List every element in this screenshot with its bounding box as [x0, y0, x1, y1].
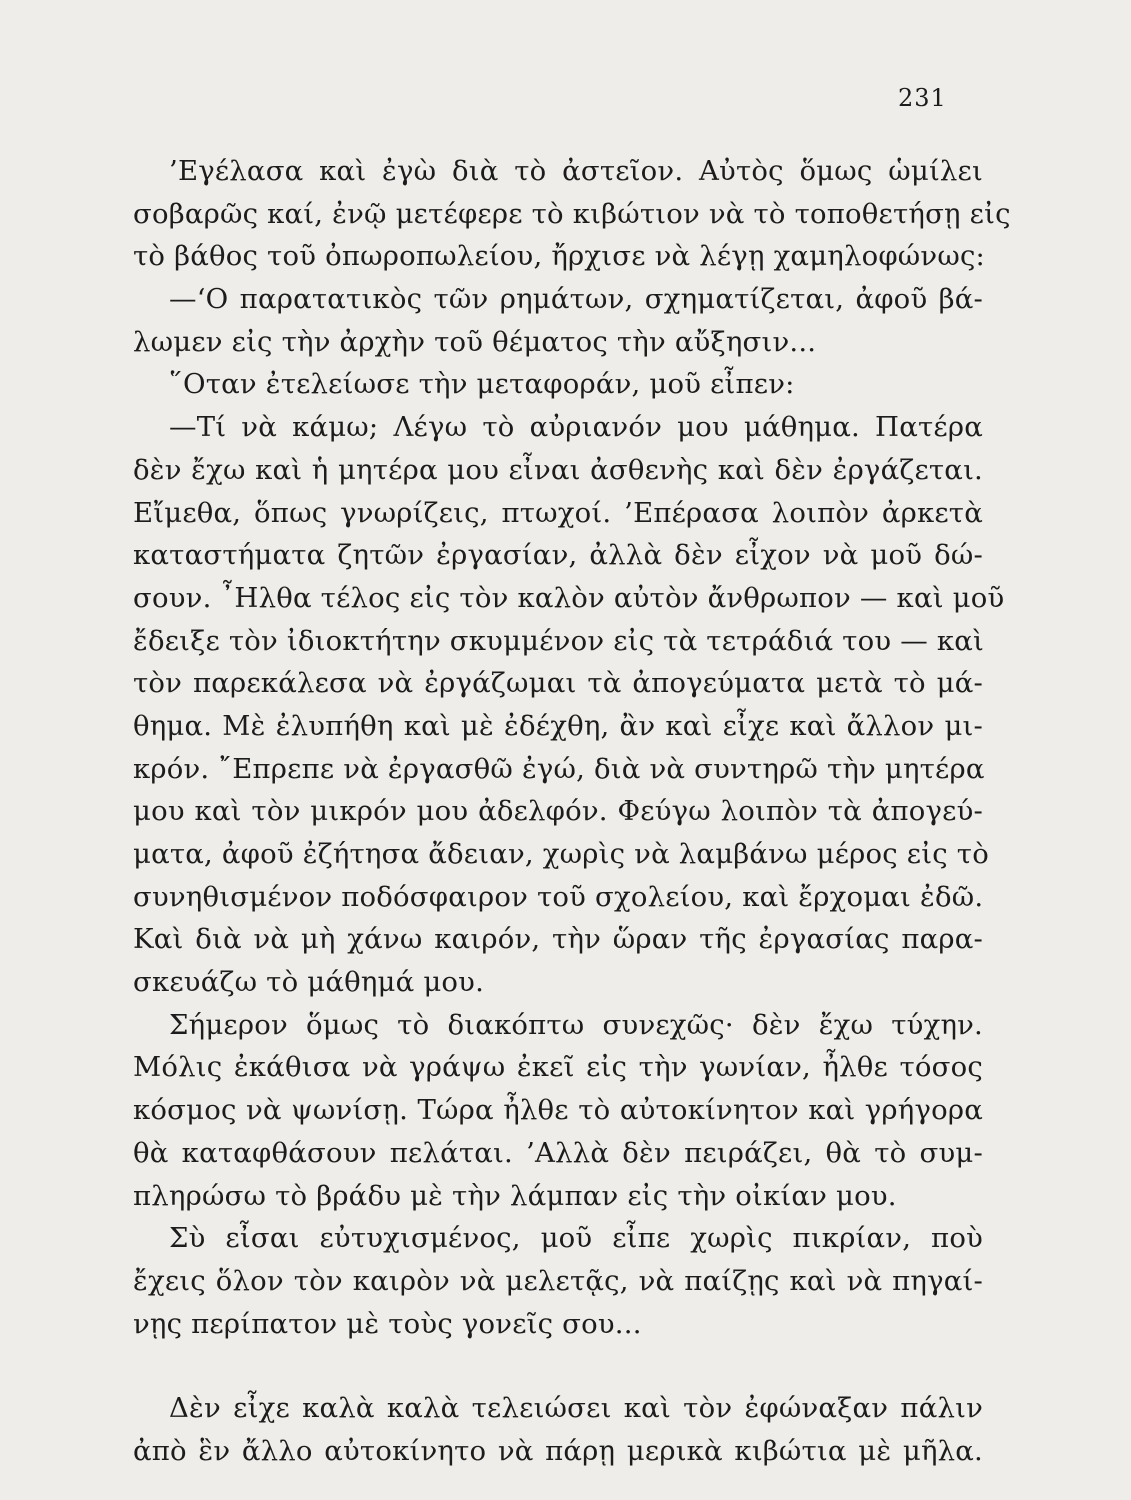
- text-line: ἔδειξε τὸν ἰδιοκτήτην σκυμμένον εἰς τὰ τετράδιά του — καὶ: [133, 624, 984, 657]
- text-line: Δὲν εἶχε καλὰ καλὰ τελειώσει καὶ τὸν ἐφώναξαν πάλιν: [169, 1392, 983, 1425]
- text-line: κρόν. ῎Επρεπε νὰ ἐργασθῶ ἐγώ, διὰ νὰ συντηρῶ τὴν μητέρα: [133, 752, 985, 785]
- page-number: 231: [898, 84, 947, 112]
- text-line: νῃς περίπατον μὲ τοὺς γονεῖς σου...: [133, 1307, 642, 1340]
- text-line: τὸ βάθος τοῦ ὀπωροπωλείου, ἤρχισε νὰ λέγῃ χαμηλοφώνως:: [133, 240, 986, 273]
- text-line: καταστήματα ζητῶν ἐργασίαν, ἀλλὰ δὲν εἶχον νὰ μοῦ δώ-: [133, 539, 983, 572]
- text-line: σκευάζω τὸ μάθημά μου.: [133, 966, 485, 999]
- text-line: κόσμος νὰ ψωνίσῃ. Τώρα ἦλθε τὸ αὐτοκίνητον καὶ γρήγορα: [133, 1094, 983, 1127]
- text-line: θὰ καταφθάσουν πελάται. ’Αλλὰ δὲν πειράζει, θὰ τὸ συμ-: [133, 1136, 983, 1169]
- text-line: συνηθισμένον ποδόσφαιρον τοῦ σχολείου, καὶ ἔρχομαι ἐδῶ.: [133, 880, 984, 913]
- body-text: [133, 150, 1011, 1473]
- text-line: ῞Οταν ἐτελείωσε τὴν μεταφοράν, μοῦ εἶπεν:: [169, 368, 795, 401]
- main-paragraphs: [133, 150, 1011, 1345]
- text-line: μου καὶ τὸν μικρόν μου ἀδελφόν. Φεύγω λοιπὸν τὰ ἀπογεύ-: [133, 795, 983, 828]
- text-line: Σὺ εἶσαι εὐτυχισμένος, μοῦ εἶπε χωρὶς πικρίαν, ποὺ: [169, 1222, 983, 1255]
- text-line: δὲν ἔχω καὶ ἡ μητέρα μου εἶναι ἀσθενὴς καὶ δὲν ἐργάζεται.: [133, 453, 983, 486]
- text-line: θημα. Μὲ ἐλυπήθη καὶ μὲ ἐδέχθη, ἂν καὶ εἶχε καὶ ἄλλον μι-: [133, 709, 983, 742]
- text-line: τὸν παρεκάλεσα νὰ ἐργάζωμαι τὰ ἀπογεύματα μετὰ τὸ μά-: [133, 667, 983, 700]
- text-line: λωμεν εἰς τὴν ἀρχὴν τοῦ θέματος τὴν αὔξησιν...: [133, 325, 817, 358]
- text-line: Καὶ διὰ νὰ μὴ χάνω καιρόν, τὴν ὥραν τῆς ἐργασίας παρα-: [133, 923, 983, 956]
- text-line: σουν. ῏Ηλθα τέλος εἰς τὸν καλὸν αὐτὸν ἄνθρωπον — καὶ μοῦ: [133, 581, 1005, 614]
- text-line: Σήμερον ὅμως τὸ διακόπτω συνεχῶς· δὲν ἔχω τύχην.: [169, 1008, 983, 1041]
- text-line: ἀπὸ ἓν ἄλλο αὐτοκίνητο νὰ πάρῃ μερικὰ κιβώτια μὲ μῆλα.: [133, 1434, 983, 1467]
- text-line: Μόλις ἐκάθισα νὰ γράψω ἐκεῖ εἰς τὴν γωνίαν, ἦλθε τόσος: [133, 1051, 983, 1084]
- section-gap: [133, 1345, 983, 1387]
- text-line: Εἴμεθα, ὅπως γνωρίζεις, πτωχοί. ’Επέρασα λοιπὸν ἀρκετὰ: [133, 496, 983, 529]
- text-line: σοβαρῶς καί, ἐνῷ μετέφερε τὸ κιβώτιον νὰ τὸ τοποθετήσῃ εἰς: [133, 197, 1011, 230]
- text-line: —‘Ο παρατατικὸς τῶν ρημάτων, σχηματίζεται, ἀφοῦ βά-: [169, 283, 983, 316]
- text-line: ἔχεις ὅλον τὸν καιρὸν νὰ μελετᾷς, νὰ παίζῃς καὶ νὰ πηγαί-: [133, 1264, 983, 1297]
- text-line: ’Εγέλασα καὶ ἐγὼ διὰ τὸ ἀστεῖον. Αὐτὸς ὅμως ὡμίλει: [169, 155, 983, 187]
- closing-paragraph: [133, 1387, 983, 1472]
- text-line: ματα, ἀφοῦ ἐζήτησα ἄδειαν, χωρὶς νὰ λαμβάνω μέρος εἰς τὸ: [133, 838, 989, 870]
- text-line: —Τί νὰ κάμω; Λέγω τὸ αὐριανόν μου μάθημα. Πατέρα: [169, 411, 983, 444]
- text-line: πληρώσω τὸ βράδυ μὲ τὴν λάμπαν εἰς τὴν οἰκίαν μου.: [133, 1179, 897, 1212]
